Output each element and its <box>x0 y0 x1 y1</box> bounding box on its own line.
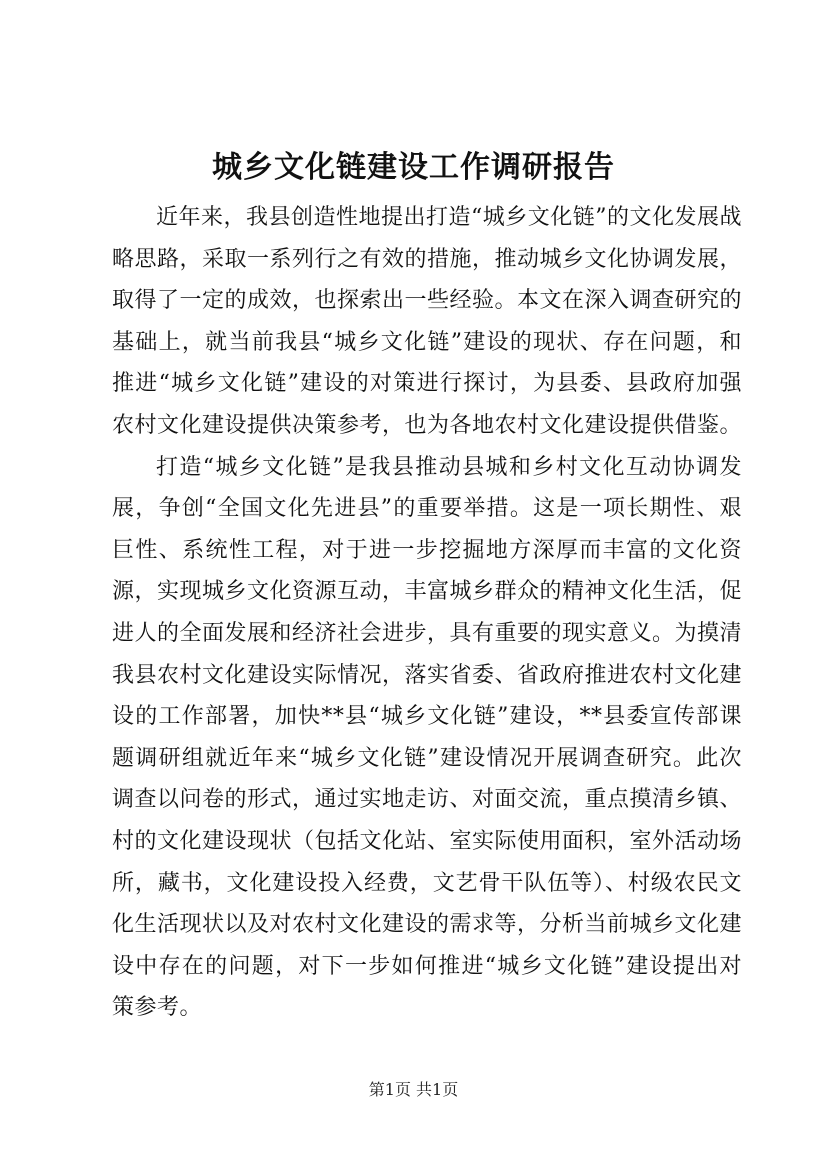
paragraph-background: 打造“城乡文化链”是我县推动县城和乡村文化互动协调发展，争创“全国文化先进县”的重要举措。这是一项长期性、艰巨性、系统性工程，对于进一步挖掘地方深厚而丰富的文化资源，实现城乡文化资源互动，丰富城乡群众的精神文化生活，促进人的全面发展和经济社会进步，具有重要的现实意义。为摸清我县农村文化建设实际情况，落实省委、省政府推进农村文化建设的工作部署，加快**县“城乡文化链”建设，**县委宣传部课题调研组就近年来“城乡文化链”建设情况开展调查研究。此次调查以问卷的形式，通过实地走访、对面交流，重点摸清乡镇、村的文化建设现状（包括文化站、室实际使用面积，室外活动场所，藏书，文化建设投入经费，文艺骨干队伍等）、村级农民文化生活现状以及对农村文化建设的需求等，分析当前城乡文化建设中存在的问题，对下一步如何推进“城乡文化链”建设提出对策参考。 <box>112 454 743 1021</box>
document-body <box>112 197 742 1029</box>
paragraph-intro: 近年来，我县创造性地提出打造“城乡文化链”的文化发展战略思路，采取一系列行之有效的措施，推动城乡文化协调发展，取得了一定的成效，也探索出一些经验。本文在深入调查研究的基础上，就当前我县“城乡文化链”建设的现状、存在问题，和推进“城乡文化链”建设的对策进行探讨，为县委、县政府加强农村文化建设提供决策参考，也为各地农村文化建设提供借鉴。 <box>112 205 743 438</box>
page-footer: 第1页 共1页 <box>368 1080 459 1099</box>
document-title: 城乡文化链建设工作调研报告 <box>212 150 615 185</box>
